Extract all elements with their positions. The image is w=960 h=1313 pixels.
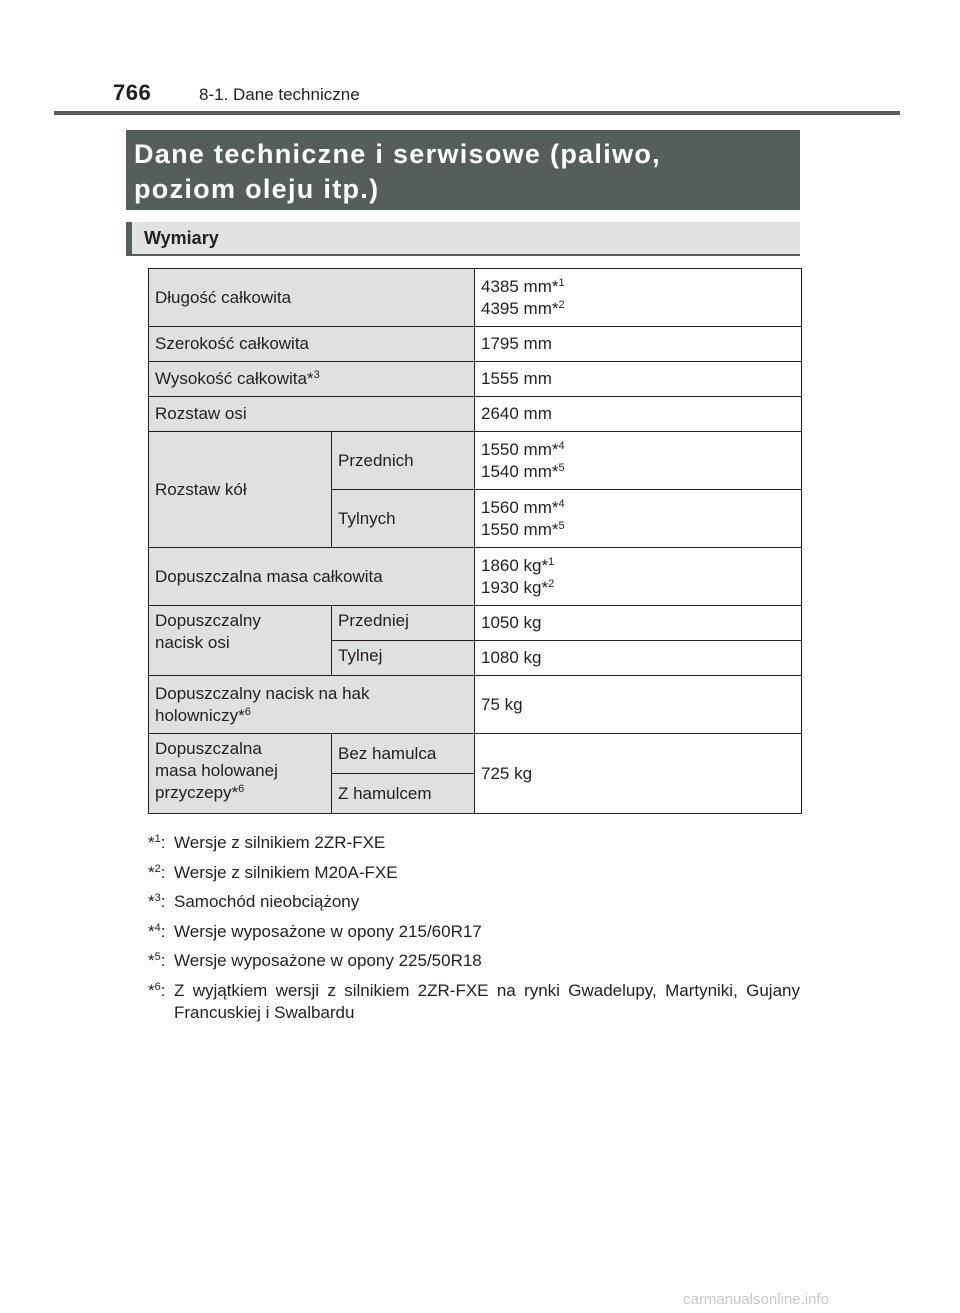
row-sublabel: Tylnej [332,641,475,676]
dimensions-table [148,268,802,814]
row-value: 1860 kg*$^1$ 1930 kg*$^2$ [475,548,802,606]
row-label: Dopuszczalna masa holowanej przyczepy*$^6$ [149,734,332,814]
page-title [126,130,800,210]
row-value: 75 kg [475,676,802,734]
row-value: 1555 mm [475,362,802,397]
header-rule [54,111,900,115]
page-title-line-1: Dane techniczne i serwisowe (paliwo, [134,139,661,169]
row-label: Długość całkowita [149,269,475,327]
row-sublabel: Bez hamulca [332,734,475,774]
row-sublabel: Przednich [332,432,475,490]
table-row [149,606,802,641]
row-value: 1560 mm*$^4$ 1550 mm*$^5$ [475,490,802,548]
row-value: 1080 kg [475,641,802,676]
table-row [149,432,802,490]
row-value: 725 kg [475,734,802,814]
footnote: *$^3$: Samochód nieobciążony [148,892,360,911]
row-label: Dopuszczalna masa całkowita [149,548,475,606]
row-value: 2640 mm [475,397,802,432]
footnote: *$^5$: Wersje wyposażone w opony 225/50R18 [148,951,482,970]
watermark: carmanualsonline.info [683,1291,829,1308]
row-value: 4385 mm*$^1$ 4395 mm*$^2$ [475,269,802,327]
row-sublabel: Z hamulcem [332,774,475,814]
section-label: 8-1. Dane techniczne [199,85,360,104]
table-row [149,362,802,397]
table-row [149,734,802,774]
row-value: 1795 mm [475,327,802,362]
table-row [149,269,802,327]
row-sublabel: Tylnych [332,490,475,548]
footnote: *$^2$: Wersje z silnikiem M20A-FXE [148,862,398,882]
row-label: Dopuszczalny nacisk na hak holowniczy*$^6$ [149,676,475,734]
footnote: *$^1$: Wersje z silnikiem 2ZR-FXE [148,833,386,852]
row-label: Rozstaw osi [149,397,475,432]
row-sublabel: Przedniej [332,606,475,641]
footnotes [148,832,800,1031]
row-label: Wysokość całkowita*$^3$ [149,362,475,397]
table-row [149,327,802,362]
page-title-line-2: poziom oleju itp.) [134,174,380,204]
row-value: 1050 kg [475,606,802,641]
row-label: Szerokość całkowita [149,327,475,362]
footnote: *$^6$: Z wyjątkiem wersji z silnikiem 2ZR-FXE na rynki Gwadelupy, Martyniki, Gujany Francuskiej i Swalbardu [148,980,800,1022]
section-subheading: Wymiary [126,222,800,256]
footnote: *$^4$: Wersje wyposażone w opony 215/60R17 [148,921,482,941]
page-number: 766 [113,80,152,105]
row-label: Rozstaw kół [149,432,332,548]
table-row [149,676,802,734]
table-row [149,548,802,606]
row-value: 1550 mm*$^4$ 1540 mm*$^5$ [475,432,802,490]
table-row [149,397,802,432]
row-label: Dopuszczalny nacisk osi [149,606,332,676]
